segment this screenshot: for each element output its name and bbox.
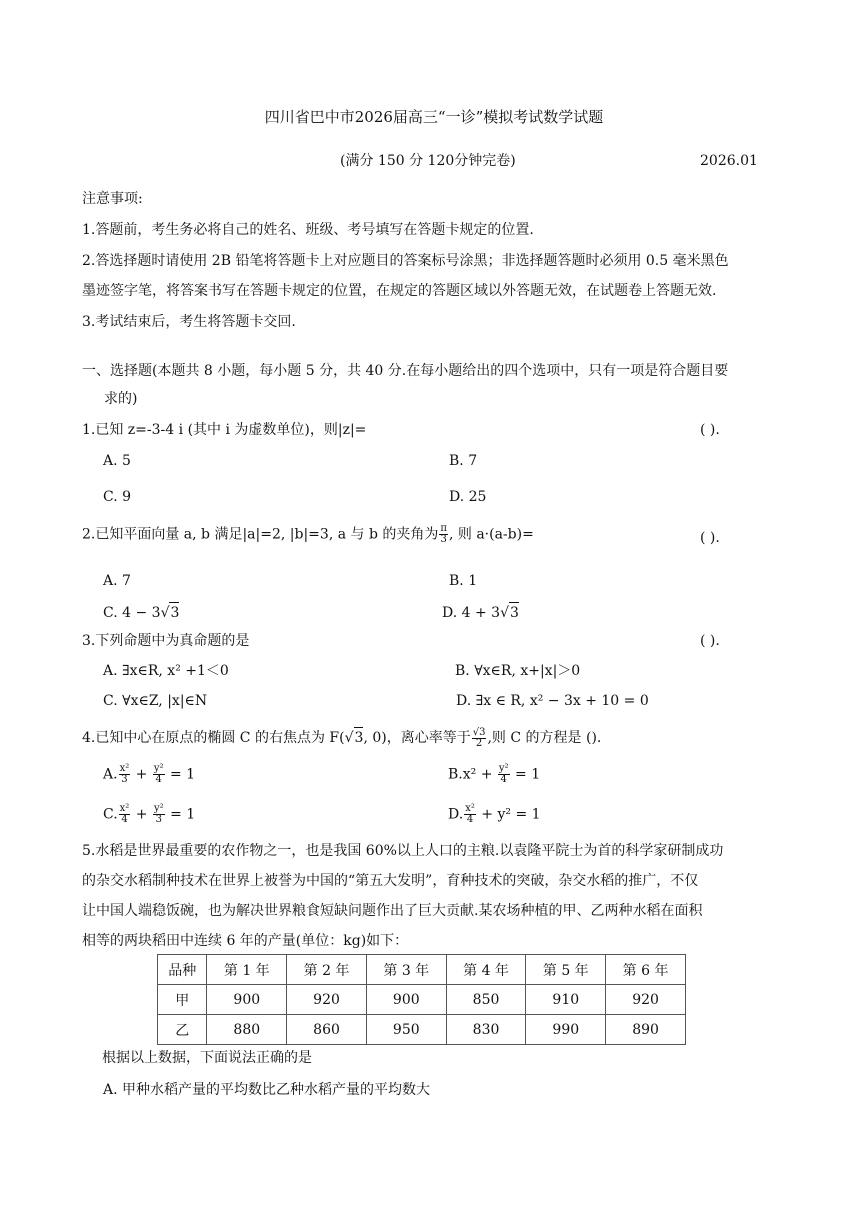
question-5-line-4: 相等的两块稻田中连续 6 年的产量(单位：kg)如下：: [82, 933, 409, 949]
question-1-option-b: B. 7: [449, 453, 478, 469]
sqrt-symbol: √: [500, 605, 509, 621]
section-1-heading-line-2: 求的): [104, 391, 138, 407]
table-cell: 860: [287, 1015, 367, 1045]
table-header-cell: 品种: [158, 955, 207, 985]
table-cell: 900: [207, 985, 287, 1015]
question-4-stem-pre: 4.已知中心在原点的椭圆 C 的右焦点为 F(: [82, 730, 345, 746]
table-header-cell: 第 2 年: [287, 955, 367, 985]
angle-fraction-numerator: π: [440, 523, 447, 534]
question-2-option-c-radicand: 3: [169, 602, 179, 623]
table-cell: 950: [366, 1015, 446, 1045]
question-3-option-b: B. ∀x∈R, x+|x|＞0: [455, 663, 581, 679]
notice-item-2-line-1: 2.答选择题时请使用 2B 铅笔将答题卡上对应题目的答案标号涂黑；非选择题答题时必须用 0.5 毫米黑色: [82, 253, 729, 269]
exam-date: 2026.01: [700, 153, 758, 169]
question-5-line-1: 5.水稻是世界最重要的农作物之一，也是我国 60%以上人口的主粮.以袁隆平院士为首的科学家研制成功: [82, 843, 724, 859]
equals-one: = 1: [170, 806, 196, 823]
option-label: A.: [103, 766, 118, 783]
eccentricity-fraction: [472, 728, 487, 749]
question-1-option-d: D. 25: [449, 489, 487, 505]
question-3-stem: 3.下列命题中为真命题的是: [82, 633, 250, 649]
question-4-stem-mid: , 0)，离心率等于: [363, 730, 471, 746]
focus-radicand: 3: [354, 727, 364, 748]
table-cell: 990: [526, 1015, 606, 1045]
plus-sign: +: [135, 806, 148, 823]
table-cell: 880: [207, 1015, 287, 1045]
fraction: [153, 804, 165, 825]
table-cell: 920: [606, 985, 686, 1015]
table-cell: 850: [446, 985, 526, 1015]
table-row: [158, 1015, 686, 1045]
question-4-stem: [82, 727, 601, 749]
question-2-option-d-text: D. 4 + 3: [442, 605, 501, 621]
question-3-option-a: A. ∃x∈R, x² +1＜0: [103, 663, 229, 679]
table-cell: 830: [446, 1015, 526, 1045]
equation-rest: + y² = 1: [481, 806, 541, 823]
question-3-option-c: C. ∀x∈Z, |x|∈N: [103, 693, 208, 709]
question-2-option-d: [442, 602, 519, 623]
question-4-stem-post: ,则 C 的方程是 ().: [487, 730, 602, 746]
exam-subtitle: (满分 150 分 120分钟完卷): [340, 153, 516, 169]
notice-heading: 注意事项:: [82, 191, 143, 207]
numerator: y²: [498, 763, 509, 774]
notice-item-1: 1.答题前，考生务必将自己的姓名、班级、考号填写在答题卡规定的位置.: [82, 222, 534, 238]
denominator: 4: [466, 814, 474, 825]
question-4-option-b: [448, 764, 540, 785]
equals-one: = 1: [169, 766, 196, 783]
option-label: C.: [103, 806, 118, 823]
question-2-option-d-radicand: 3: [509, 602, 519, 623]
question-2-option-a: A. 7: [103, 573, 131, 589]
denominator: 4: [155, 774, 162, 785]
table-cell: 890: [606, 1015, 686, 1045]
rice-yield-table: [157, 954, 686, 1045]
question-3-option-d: D. ∃x ∈ R, x² − 3x + 10 = 0: [456, 693, 649, 709]
table-cell: 乙: [158, 1015, 207, 1045]
numerator: y²: [153, 803, 164, 814]
table-header-row: [158, 955, 686, 985]
denominator: 3: [155, 814, 162, 825]
equals-one: = 1: [515, 766, 541, 783]
question-4-option-d: [448, 804, 541, 825]
table-header-cell: 第 5 年: [526, 955, 606, 985]
question-5-after-table: 根据以上数据，下面说法正确的是: [102, 1050, 312, 1066]
question-3-answer-paren: ( ).: [700, 633, 720, 649]
table-header-cell: 第 4 年: [446, 955, 526, 985]
numerator: x²: [465, 803, 475, 814]
table-row: [158, 985, 686, 1015]
fraction: [498, 764, 510, 785]
table-cell: 910: [526, 985, 606, 1015]
eccentricity-denominator: 2: [475, 737, 483, 749]
question-1-option-c: C. 9: [103, 489, 132, 505]
question-1-option-a: A. 5: [103, 453, 131, 469]
question-2-option-c-text: C. 4 − 3: [103, 605, 161, 621]
question-2-answer-paren: ( ).: [700, 530, 720, 546]
fraction: [119, 764, 131, 785]
table-header-cell: 第 6 年: [606, 955, 686, 985]
fraction: [119, 804, 131, 825]
question-4-option-a: [103, 764, 195, 785]
question-2-option-b: B. 1: [449, 573, 478, 589]
notice-item-3: 3.考试结束后，考生将答题卡交回.: [82, 314, 296, 330]
notice-item-2-line-2: 墨迹签字笔，将答案书写在答题卡规定的位置，在规定的答题区域以外答题无效，在试题卷上答题无效.: [82, 283, 717, 299]
question-2-stem-pre: 2.已知平面向量 a, b 满足|a|=2, |b|=3, a 与 b 的夹角为: [82, 526, 439, 543]
fraction: [464, 804, 476, 825]
numerator: x²: [119, 763, 130, 774]
question-5-option-a: A. 甲种水稻产量的平均数比乙种水稻产量的平均数大: [103, 1082, 431, 1098]
question-1-answer-paren: ( ).: [700, 422, 720, 438]
table-header-cell: 第 1 年: [207, 955, 287, 985]
option-label: B.x² +: [448, 766, 493, 783]
question-2-stem: [82, 524, 534, 545]
sqrt-symbol: √: [344, 730, 354, 746]
question-2-stem-post: , 则 a·(a-b)=: [448, 526, 534, 543]
table-cell: 900: [366, 985, 446, 1015]
question-4-option-c: [103, 804, 195, 825]
section-1-heading-line-1: 一、选择题(本题共 8 小题，每小题 5 分，共 40 分.在每小题给出的四个选项中，只有一项是符合题目要: [82, 363, 729, 379]
numerator: x²: [119, 803, 130, 814]
angle-fraction-denominator: 3: [440, 534, 447, 545]
option-label: D.: [448, 806, 464, 823]
denominator: 3: [121, 774, 128, 785]
table-cell: 甲: [158, 985, 207, 1015]
fraction: [153, 764, 165, 785]
eccentricity-numerator: √3: [472, 726, 486, 738]
exam-title: 四川省巴中市2026届高三“一诊”模拟考试数学试题: [264, 108, 604, 126]
table-header-cell: 第 3 年: [366, 955, 446, 985]
table-cell: 920: [287, 985, 367, 1015]
plus-sign: +: [135, 766, 148, 783]
sqrt-symbol: √: [160, 605, 170, 621]
numerator: y²: [153, 763, 164, 774]
question-2-option-c: [103, 602, 179, 623]
question-5-line-3: 让中国人端稳饭碗，也为解决世界粮食短缺问题作出了巨大贡献.某农场种植的甲、乙两种水稻在面积: [82, 903, 703, 919]
angle-fraction: [439, 524, 448, 545]
denominator: 4: [121, 814, 128, 825]
question-1-stem: 1.已知 z=-3-4 i (其中 i 为虚数单位)，则|z|=: [82, 422, 367, 438]
denominator: 4: [500, 774, 507, 785]
question-5-line-2: 的杂交水稻制种技术在世界上被誉为中国的“第五大发明”，育种技术的突破，杂交水稻的推广，不仅: [82, 873, 699, 889]
